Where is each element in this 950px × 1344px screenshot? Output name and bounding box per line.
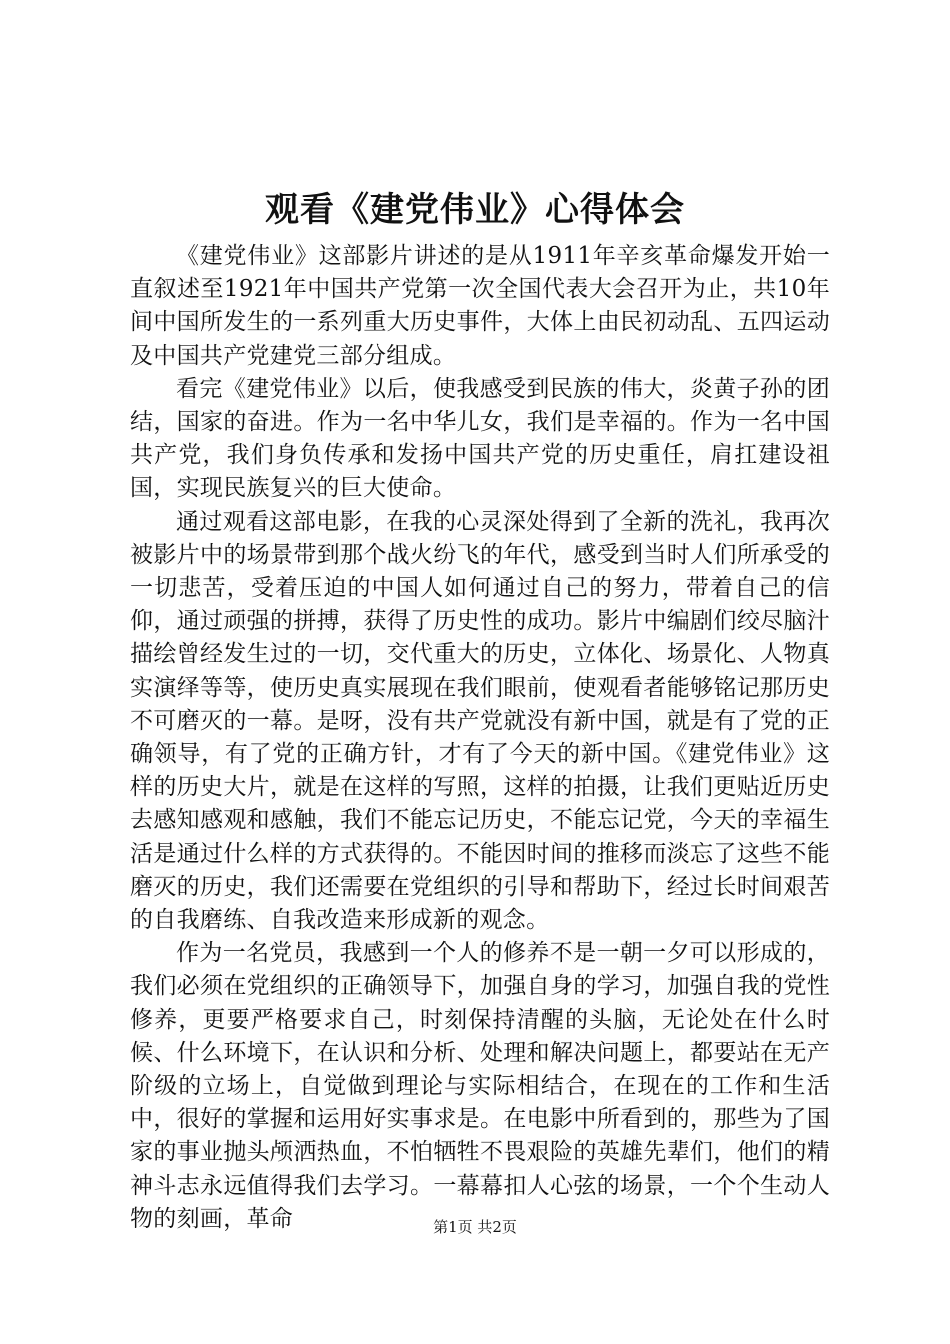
paragraph-4: 作为一名党员，我感到一个人的修养不是一朝一夕可以形成的，我们必须在党组织的正确领导下，加强自身的学习，加强自我的党性修养，更要严格要求自己，时刻保持清醒的头脑，无论处在什么时候、什么环境下，在认识和分析、处理和解决问题上，都要站在无产阶级的立场上，自觉做到理论与实际相结合，在现在的工作和生活中，很好的掌握和运用好实事求是。在电影中所看到的，那些为了国家的事业抛头颅洒热血，不怕牺牲不畏艰险的英雄先辈们，他们的精神斗志永远值得我们去学习。一幕幕扣人心弦的场景，一个个生动人物的刻画，革命	[130, 940, 830, 1232]
document-body	[130, 240, 830, 1236]
page-footer: 第1页 共2页	[433, 1218, 517, 1236]
paragraph-1: 《建党伟业》这部影片讲述的是从1911年辛亥革命爆发开始一直叙述至1921年中国共产党第一次全国代表大会召开为止，共10年间中国所发生的一系列重大历史事件，大体上由民初动乱、五四运动及中国共产党建党三部分组成。	[130, 243, 830, 369]
document-title: 观看《建党伟业》心得体会	[265, 190, 685, 230]
paragraph-2: 看完《建党伟业》以后，使我感受到民族的伟大，炎黄子孙的团结，国家的奋进。作为一名中华儿女，我们是幸福的。作为一名中国共产党，我们身负传承和发扬中国共产党的历史重任，肩扛建设祖国，实现民族复兴的巨大使命。	[130, 375, 830, 502]
paragraph-3: 通过观看这部电影，在我的心灵深处得到了全新的洗礼，我再次被影片中的场景带到那个战火纷飞的年代，感受到当时人们所承受的一切悲苦，受着压迫的中国人如何通过自己的努力，带着自己的信仰，通过顽强的拼搏，获得了历史性的成功。影片中编剧们绞尽脑汁描绘曾经发生过的一切，交代重大的历史，立体化、场景化、人物真实演绎等等，使历史真实展现在我们眼前，使观看者能够铭记那历史不可磨灭的一幕。是呀，没有共产党就没有新中国，就是有了党的正确领导，有了党的正确方针，才有了今天的新中国。《建党伟业》这样的历史大片，就是在这样的写照，这样的拍摄，让我们更贴近历史去感知感观和感触，我们不能忘记历史，不能忘记党，今天的幸福生活是通过什么样的方式获得的。不能因时间的推移而淡忘了这些不能磨灭的历史，我们还需要在党组织的引导和帮助下，经过长时间艰苦的自我磨练、自我改造来形成新的观念。	[130, 508, 830, 934]
